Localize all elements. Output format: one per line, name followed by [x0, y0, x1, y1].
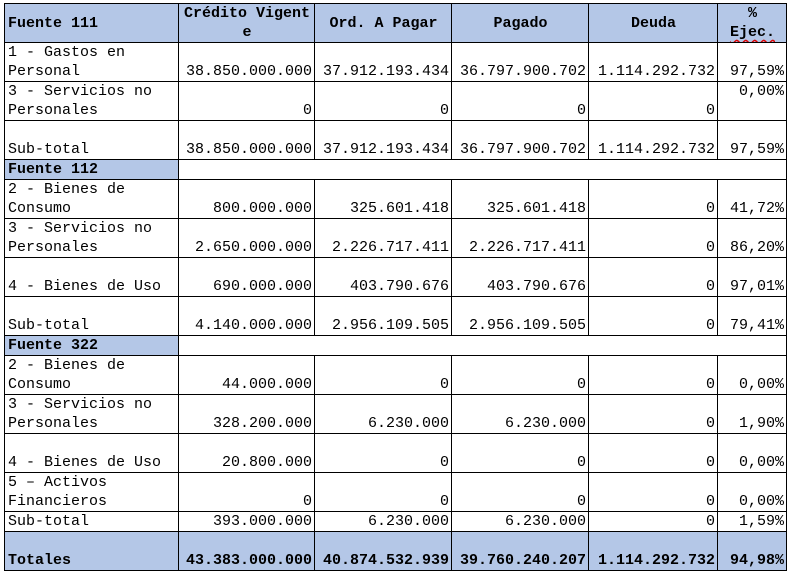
cell-ejec: 97,59%: [718, 43, 787, 82]
cell-credito: 38.850.000.000: [179, 43, 315, 82]
table-row: [5, 258, 787, 297]
cell-pagado: 0: [452, 473, 589, 512]
section-row: [5, 160, 787, 180]
cell-pagado: 6.230.000: [452, 512, 589, 532]
cell-credito: 0: [179, 473, 315, 512]
cell-pagado: 6.230.000: [452, 395, 589, 434]
total-pagado: 39.760.240.207: [452, 532, 589, 571]
section-spacer: [179, 336, 787, 356]
cell-deuda: 0: [589, 356, 718, 395]
cell-ord: 2.956.109.505: [315, 297, 452, 336]
table-row: [5, 180, 787, 219]
cell-deuda: 0: [589, 473, 718, 512]
cell-ejec: 0,00%: [718, 82, 787, 121]
cell-credito: 328.200.000: [179, 395, 315, 434]
header-ejec-word: Ejec.: [729, 24, 775, 41]
total-deuda: 1.114.292.732: [589, 532, 718, 571]
section-title: Fuente 112: [5, 160, 179, 180]
cell-pagado: 0: [452, 434, 589, 473]
cell-pagado: 325.601.418: [452, 180, 589, 219]
cell-credito: 38.850.000.000: [179, 121, 315, 160]
cell-ejec: 79,41%: [718, 297, 787, 336]
cell-credito: 800.000.000: [179, 180, 315, 219]
cell-credito: 0: [179, 82, 315, 121]
cell-credito: 2.650.000.000: [179, 219, 315, 258]
total-ord: 40.874.532.939: [315, 532, 452, 571]
cell-deuda: 0: [589, 219, 718, 258]
cell-ejec: 0,00%: [718, 473, 787, 512]
budget-table: [4, 3, 787, 571]
header-ord: Ord. A Pagar: [315, 4, 452, 43]
cell-deuda: 0: [589, 395, 718, 434]
cell-pagado: 36.797.900.702: [452, 121, 589, 160]
cell-pagado: 0: [452, 356, 589, 395]
header-row: [5, 4, 787, 43]
header-ejec: [718, 4, 787, 43]
cell-ejec: 41,72%: [718, 180, 787, 219]
cell-credito: 20.800.000: [179, 434, 315, 473]
section-title: Fuente 322: [5, 336, 179, 356]
cell-credito: 690.000.000: [179, 258, 315, 297]
row-label: Sub-total: [5, 297, 179, 336]
cell-ord: 37.912.193.434: [315, 121, 452, 160]
cell-credito: 44.000.000: [179, 356, 315, 395]
cell-pagado: 403.790.676: [452, 258, 589, 297]
cell-ord: 403.790.676: [315, 258, 452, 297]
cell-ord: 2.226.717.411: [315, 219, 452, 258]
cell-ejec: 86,20%: [718, 219, 787, 258]
header-credito: Crédito Vigente: [179, 4, 315, 43]
row-label: 3 - Servicios no Personales: [5, 82, 179, 121]
row-label: 3 - Servicios no Personales: [5, 395, 179, 434]
cell-ord: 0: [315, 82, 452, 121]
header-fuente: Fuente 111: [5, 4, 179, 43]
cell-ord: 0: [315, 434, 452, 473]
table-row: [5, 473, 787, 512]
row-label: 1 - Gastos en Personal: [5, 43, 179, 82]
cell-deuda: 0: [589, 512, 718, 532]
section-spacer: [179, 160, 787, 180]
cell-credito: 393.000.000: [179, 512, 315, 532]
row-label: 2 - Bienes de Consumo: [5, 180, 179, 219]
row-label: Sub-total: [5, 121, 179, 160]
row-label: Sub-total: [5, 512, 179, 532]
row-label: 4 - Bienes de Uso: [5, 434, 179, 473]
totals-label: Totales: [5, 532, 179, 571]
cell-pagado: 0: [452, 82, 589, 121]
cell-pagado: 36.797.900.702: [452, 43, 589, 82]
table-row: [5, 434, 787, 473]
cell-pagado: 2.226.717.411: [452, 219, 589, 258]
total-ejec: 94,98%: [718, 532, 787, 571]
table-row: [5, 219, 787, 258]
subtotal-row: [5, 512, 787, 532]
cell-ejec: 1,90%: [718, 395, 787, 434]
table-row: [5, 395, 787, 434]
total-credito: 43.383.000.000: [179, 532, 315, 571]
table-row: [5, 82, 787, 121]
cell-ord: 6.230.000: [315, 395, 452, 434]
cell-ejec: 0,00%: [718, 434, 787, 473]
cell-deuda: 0: [589, 82, 718, 121]
cell-deuda: 1.114.292.732: [589, 121, 718, 160]
cell-pagado: 2.956.109.505: [452, 297, 589, 336]
table-row: [5, 43, 787, 82]
section-row: [5, 336, 787, 356]
subtotal-row: [5, 121, 787, 160]
cell-ejec: 97,59%: [718, 121, 787, 160]
header-ejec-pct: %: [747, 5, 757, 22]
row-label: 4 - Bienes de Uso: [5, 258, 179, 297]
cell-ejec: 1,59%: [718, 512, 787, 532]
totals-row: [5, 532, 787, 571]
row-label: 5 – Activos Financieros: [5, 473, 179, 512]
cell-ejec: 0,00%: [718, 356, 787, 395]
cell-ord: 37.912.193.434: [315, 43, 452, 82]
cell-ord: 0: [315, 473, 452, 512]
cell-ord: 6.230.000: [315, 512, 452, 532]
cell-deuda: 0: [589, 434, 718, 473]
cell-deuda: 0: [589, 180, 718, 219]
cell-deuda: 0: [589, 297, 718, 336]
row-label: 2 - Bienes de Consumo: [5, 356, 179, 395]
table-row: [5, 356, 787, 395]
row-label: 3 - Servicios no Personales: [5, 219, 179, 258]
subtotal-row: [5, 297, 787, 336]
cell-credito: 4.140.000.000: [179, 297, 315, 336]
cell-ord: 325.601.418: [315, 180, 452, 219]
cell-deuda: 1.114.292.732: [589, 43, 718, 82]
cell-deuda: 0: [589, 258, 718, 297]
cell-ejec: 97,01%: [718, 258, 787, 297]
cell-ord: 0: [315, 356, 452, 395]
header-deuda: Deuda: [589, 4, 718, 43]
header-pagado: Pagado: [452, 4, 589, 43]
